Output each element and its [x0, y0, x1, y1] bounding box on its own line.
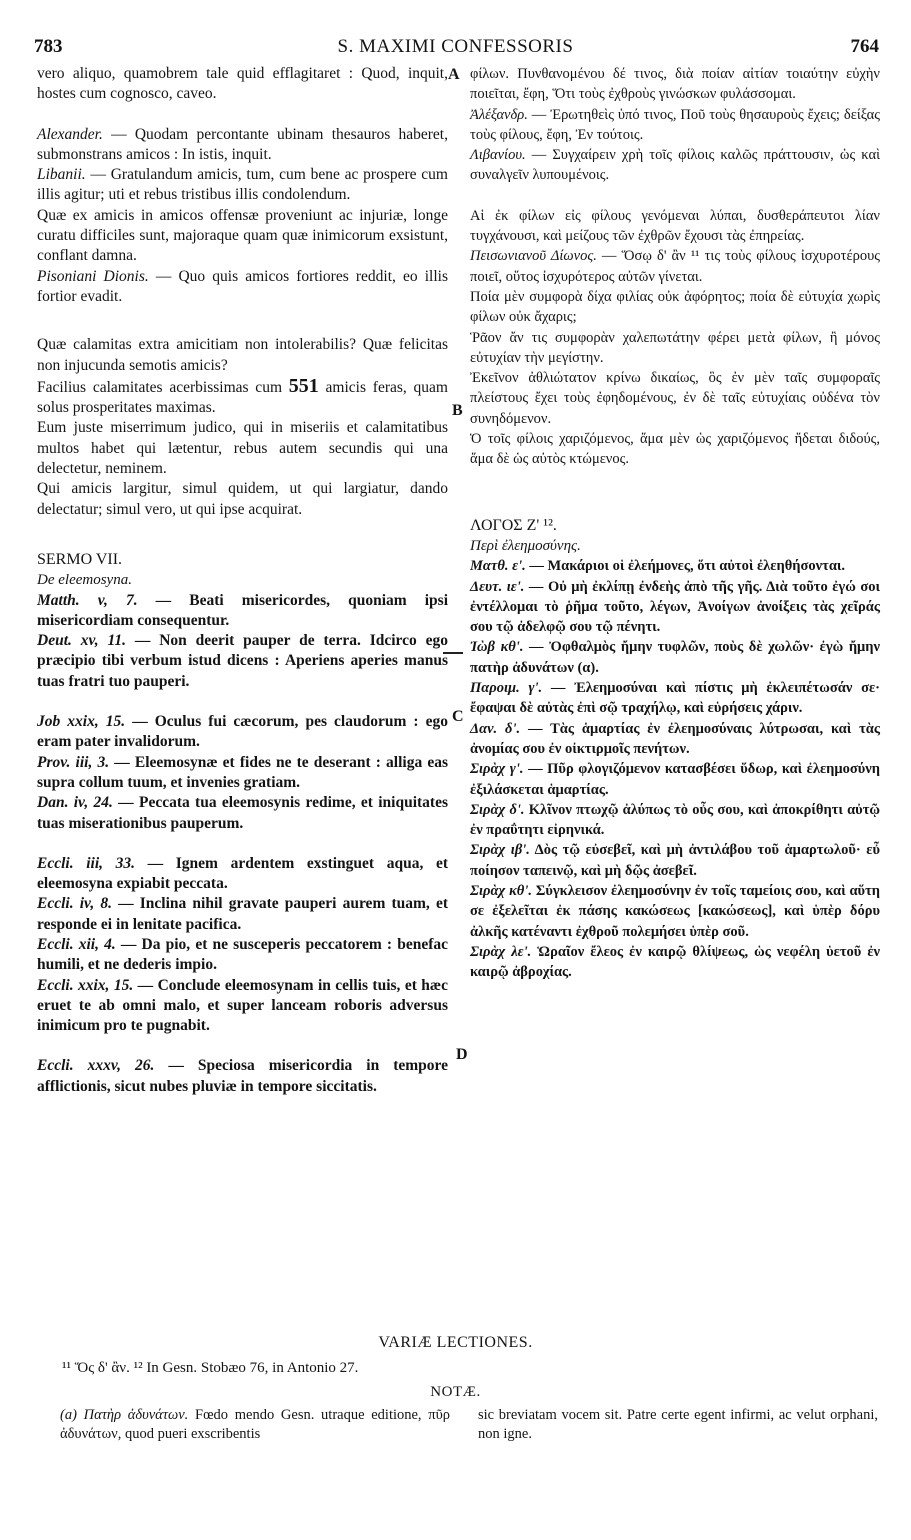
margin-letter-c: C — [452, 708, 464, 725]
greek-paragraph: Αἱ ἐκ φίλων εἰς φίλους γενόμεναι λύπαι, δυσθεράπευτοι λίαν τυγχάνουσι, καὶ μείζους τῶν ἐχθρῶν ἔχουσι τὰς ἐπηρείας. — [470, 207, 880, 245]
greek-paragraph: Λιβανίου. — Συγχαίρειν χρὴ τοῖς φίλοις καλῶς πράττουσιν, ὡς καὶ συναλγεῖν λυπουμένοις. — [470, 147, 880, 184]
latin-column — [37, 64, 448, 1097]
greek-quote: Σιρὰχ λε'. Ὡραῖον ἔλεος ἐν καιρῷ θλίψεως, ὡς νεφέλη ὑετοῦ ἐν καιρῷ ἀβροχίας. — [470, 943, 880, 981]
variae-lectiones-text: ¹¹ Ὅς δ' ἂν. ¹² In Gesn. Stobæo 76, in Antonio 27. — [62, 1360, 359, 1376]
variae-lectiones-heading: VARIÆ LECTIONES. — [378, 1334, 533, 1351]
latin-paragraph: Qui amicis largitur, simul quidem, ut qui largiatur, dando delectatur; simul vero, ut qui ipse acquirat. — [37, 480, 448, 518]
sermo-title: SERMO VII. — [37, 550, 123, 568]
latin-paragraph: Libanii. — Gratulandum amicis, tum, cum bene ac prospere cum illis agitur; uti et rebus tristibus illis condolendum. — [37, 166, 448, 204]
note-right: sic breviatam vocem sit. Patre certe egent infirmi, ac velut orphani, non igne. — [478, 1407, 878, 1442]
greek-paragraph: Ποία μὲν συμφορὰ δίχα φιλίας οὐκ ἀφόρητος; ποία δὲ εὐτυχία χωρὶς φίλων οὐκ ἄχαρις; — [470, 288, 880, 326]
greek-paragraph: Ἐκεῖνον ἀθλιώτατον κρίνω δικαίως, ὃς ἐν μὲν ταῖς συμφοραῖς πλείστους ἔχει τοὺς ἐφηδομένους, ἐν δὲ ταῖς εὐτυχίαις οὐδένα τὸν συνηδόμενον. — [470, 370, 880, 427]
latin-paragraph: Alexander. — Quodam percontante ubinam thesauros haberet, submonstrans amicos : In istis, inquit. — [37, 125, 448, 163]
sermo-subtitle: De eleemosyna. — [37, 572, 132, 589]
greek-quote: Παροιμ. γ'. — Ἐλεημοσύναι καὶ πίστις μὴ ἐκλειπέτωσάν σε· ἔφαψαι δὲ αὐτὰς ἐπὶ σῷ τραχήλῳ, καὶ εὑρήσεις χάριν. — [470, 680, 880, 717]
latin-quote: Job xxix, 15. — Oculus fui cæcorum, pes claudorum : ego eram pater invalidorum. — [37, 713, 448, 751]
greek-quote: Σιρὰχ κθ'. Σύγκλεισον ἐλεημοσύνην ἐν τοῖς ταμείοις σου, καὶ αὕτη σε ἐξελεῖται ἐκ πάσης κακώσεως [κακώσεως], καὶ ὑπὲρ δόρυ ἀλκῆς κατέναντι ἐχθροῦ πολεμήσει ὑπὲρ σοῦ. — [470, 882, 881, 940]
logos-subtitle: Περὶ ἐλεημοσύνης. — [470, 537, 581, 554]
logos-title: ΛΟΓΟΣ Ζ' ¹². — [470, 516, 557, 534]
latin-quote: Eccli. xxix, 15. — Conclude eleemosynam in cellis tuis, et hæc eruet te ab omni malo, et super lanceam roboris adversus inimicum pro te pugnabit. — [37, 976, 448, 1035]
latin-paragraph: Pisoniani Dionis. — Quo quis amicos fortiores reddit, eo illis fortior evadit. — [37, 267, 448, 305]
latin-paragraph: Facilius calamitates acerbissimas cum 551 amicis feras, quam solus prosperitates maximas. — [37, 374, 448, 417]
latin-quote: Eccli. iv, 8. — Inclina nihil gravate pauperi aurem tuam, et responde ei in lenitate pacifica. — [37, 895, 448, 933]
latin-paragraph: Eum juste miserrimum judico, qui in miseriis et calamitatibus multos habet qui lætentur, rebus autem secundis qui una delectetur, neminem. — [37, 419, 448, 478]
latin-paragraph: Quæ ex amicis in amicos offensæ proveniunt ac injuriæ, longe curatu difficiles sunt, majoraque quam quæ inimicorum exsistunt, conflant damna. — [37, 206, 448, 265]
greek-quote: Δαν. δ'. — Τὰς ἁμαρτίας ἐν ἐλεημοσύναις λύτρωσαι, καὶ τὰς ἀνομίας σου ἐν οἰκτιρμοῖς πενήτων. — [470, 720, 880, 757]
page-number-right: 764 — [850, 36, 879, 57]
latin-paragraph: Quæ calamitas extra amicitiam non intolerabilis? Quæ felicitas non injucunda semotis amicis? — [37, 336, 448, 374]
greek-quote: Ματθ. ε'. — Μακάριοι οἱ ἐλεήμονες, ὅτι αὐτοὶ ἐλεηθήσονται. — [470, 558, 846, 575]
greek-paragraph: Ῥᾶον ἄν τις συμφορὰν χαλεπωτάτην φέρει μετὰ φίλων, ἢ μόνος εὐτυχίαν τὴν μεγίστην. — [470, 329, 880, 366]
greek-paragraph: Ὁ τοῖς φίλοις χαριζόμενος, ἅμα μὲν ὡς χαριζόμενος ἥδεται διδούς, ἅμα δὲ ὡς αὐτὸς κτώμενος. — [470, 431, 880, 468]
greek-quote: Ἰὼβ κθ'. — Ὀφθαλμὸς ἤμην τυφλῶν, ποὺς δὲ χωλῶν· ἐγὼ ἤμην πατὴρ ἀδυνάτων (α). — [470, 639, 880, 676]
page-number-left: 783 — [34, 36, 63, 57]
greek-quote: Σιρὰχ δ'. Κλῖνον πτωχῷ ἀλύπως τὸ οὖς σου, καὶ ἀποκρίθητι αὐτῷ ἐν πραΰτητι εἰρηνικά. — [470, 801, 880, 839]
greek-paragraph: Πεισωνιανοῦ Δίωνος. — Ὅσῳ δ' ἂν ¹¹ τις τοὺς φίλους ἰσχυροτέρους ποιεῖ, οὕτος ἰσχυρότερος αὐτῶν γίνεται. — [470, 248, 880, 285]
greek-paragraph: φίλων. Πυνθανομένου δέ τινος, διὰ ποίαν αἰτίαν τοιαύτην εὐχὴν ποιεῖται, ἔφη, Ὅτι τοὺς ἐχθροὺς γινώσκων φυλάσσομαι. — [470, 66, 880, 103]
note-left: (a) Πατὴρ ἀδυνάτων. Fœdo mendo Gesn. utraque editione, πῦρ ἀδυνάτων, quod pueri exscribentis — [60, 1407, 450, 1442]
column-number: 551 — [288, 374, 319, 397]
latin-quote: Eccli. xxxv, 26. — Speciosa misericordia in tempore afflictionis, sicut nubes pluviæ in tempore siccitatis. — [37, 1057, 448, 1095]
latin-quote: Prov. iii, 3. — Eleemosynæ et fides ne te deserant : alliga eas supra collum tuum, et invenies gratiam. — [37, 753, 448, 791]
greek-quote: Σιρὰχ ιβ'. Δὸς τῷ εὐσεβεῖ, καὶ μὴ ἀντιλάβου τοῦ ἁμαρτωλοῦ· εὖ ποίησον ταπεινῷ, καὶ μὴ δῷς ἀσεβεῖ. — [470, 842, 880, 879]
greek-paragraph: Ἀλέξανδρ. — Ἐρωτηθεὶς ὑπό τινος, Ποῦ τοὺς θησαυροὺς ἔχεις; δείξας τοὺς φίλους, ἔφη, Ἐν τούτοις. — [470, 106, 880, 143]
latin-quote: Eccli. iii, 33. — Ignem ardentem exstinguet aqua, et eleemosyna expiabit peccata. — [37, 854, 448, 893]
greek-column — [470, 64, 880, 982]
greek-quote: Δευτ. ιε'. — Οὐ μὴ ἐκλίπῃ ἐνδεὴς ἀπὸ τῆς γῆς. Διὰ τοῦτο ἐγώ σοι ἐντέλλομαι τὸ ῥῆμα τοῦτο, λέγων, Ἀνοίγων ἀνοίξεις τὰς χεῖράς σου τῷ ἀδελφῷ σου τῷ πένητι. — [470, 578, 880, 636]
latin-quote: Eccli. xii, 4. — Da pio, et ne susceperis peccatorem : benefac humili, et ne dederis impio. — [37, 935, 449, 974]
margin-letter-a: A — [448, 66, 460, 83]
latin-paragraph: vero aliquo, quamobrem tale quid efflagitaret : Quod, inquit, hostes cum cognosco, caveo. — [37, 65, 448, 103]
greek-quote: Σιρὰχ γ'. — Πῦρ φλογιζόμενον κατασβέσει ὕδωρ, καὶ ἐλεημοσύνη ἐξιλάσκεται ἁμαρτίας. — [470, 761, 880, 798]
margin-letter-d: D — [456, 1046, 468, 1063]
page-header — [0, 36, 911, 58]
latin-quote: Matth. v, 7. — Beati misericordes, quoniam ipsi misericordiam consequentur. — [37, 591, 449, 629]
latin-quote: Deut. xv, 11. — Non deerit pauper de terra. Idcirco ego præcipio tibi verbum istud dicens : Aperiens aperies manus tuas fratri tuo pauperi. — [37, 632, 448, 690]
margin-letter-b: B — [452, 402, 463, 419]
running-title: S. MAXIMI CONFESSORIS — [337, 36, 574, 57]
latin-quote: Dan. iv, 24. — Peccata tua eleemosynis redime, et iniquitates tuas miserationibus pauperum. — [37, 794, 448, 832]
notae-heading: NOTÆ. — [430, 1384, 481, 1400]
